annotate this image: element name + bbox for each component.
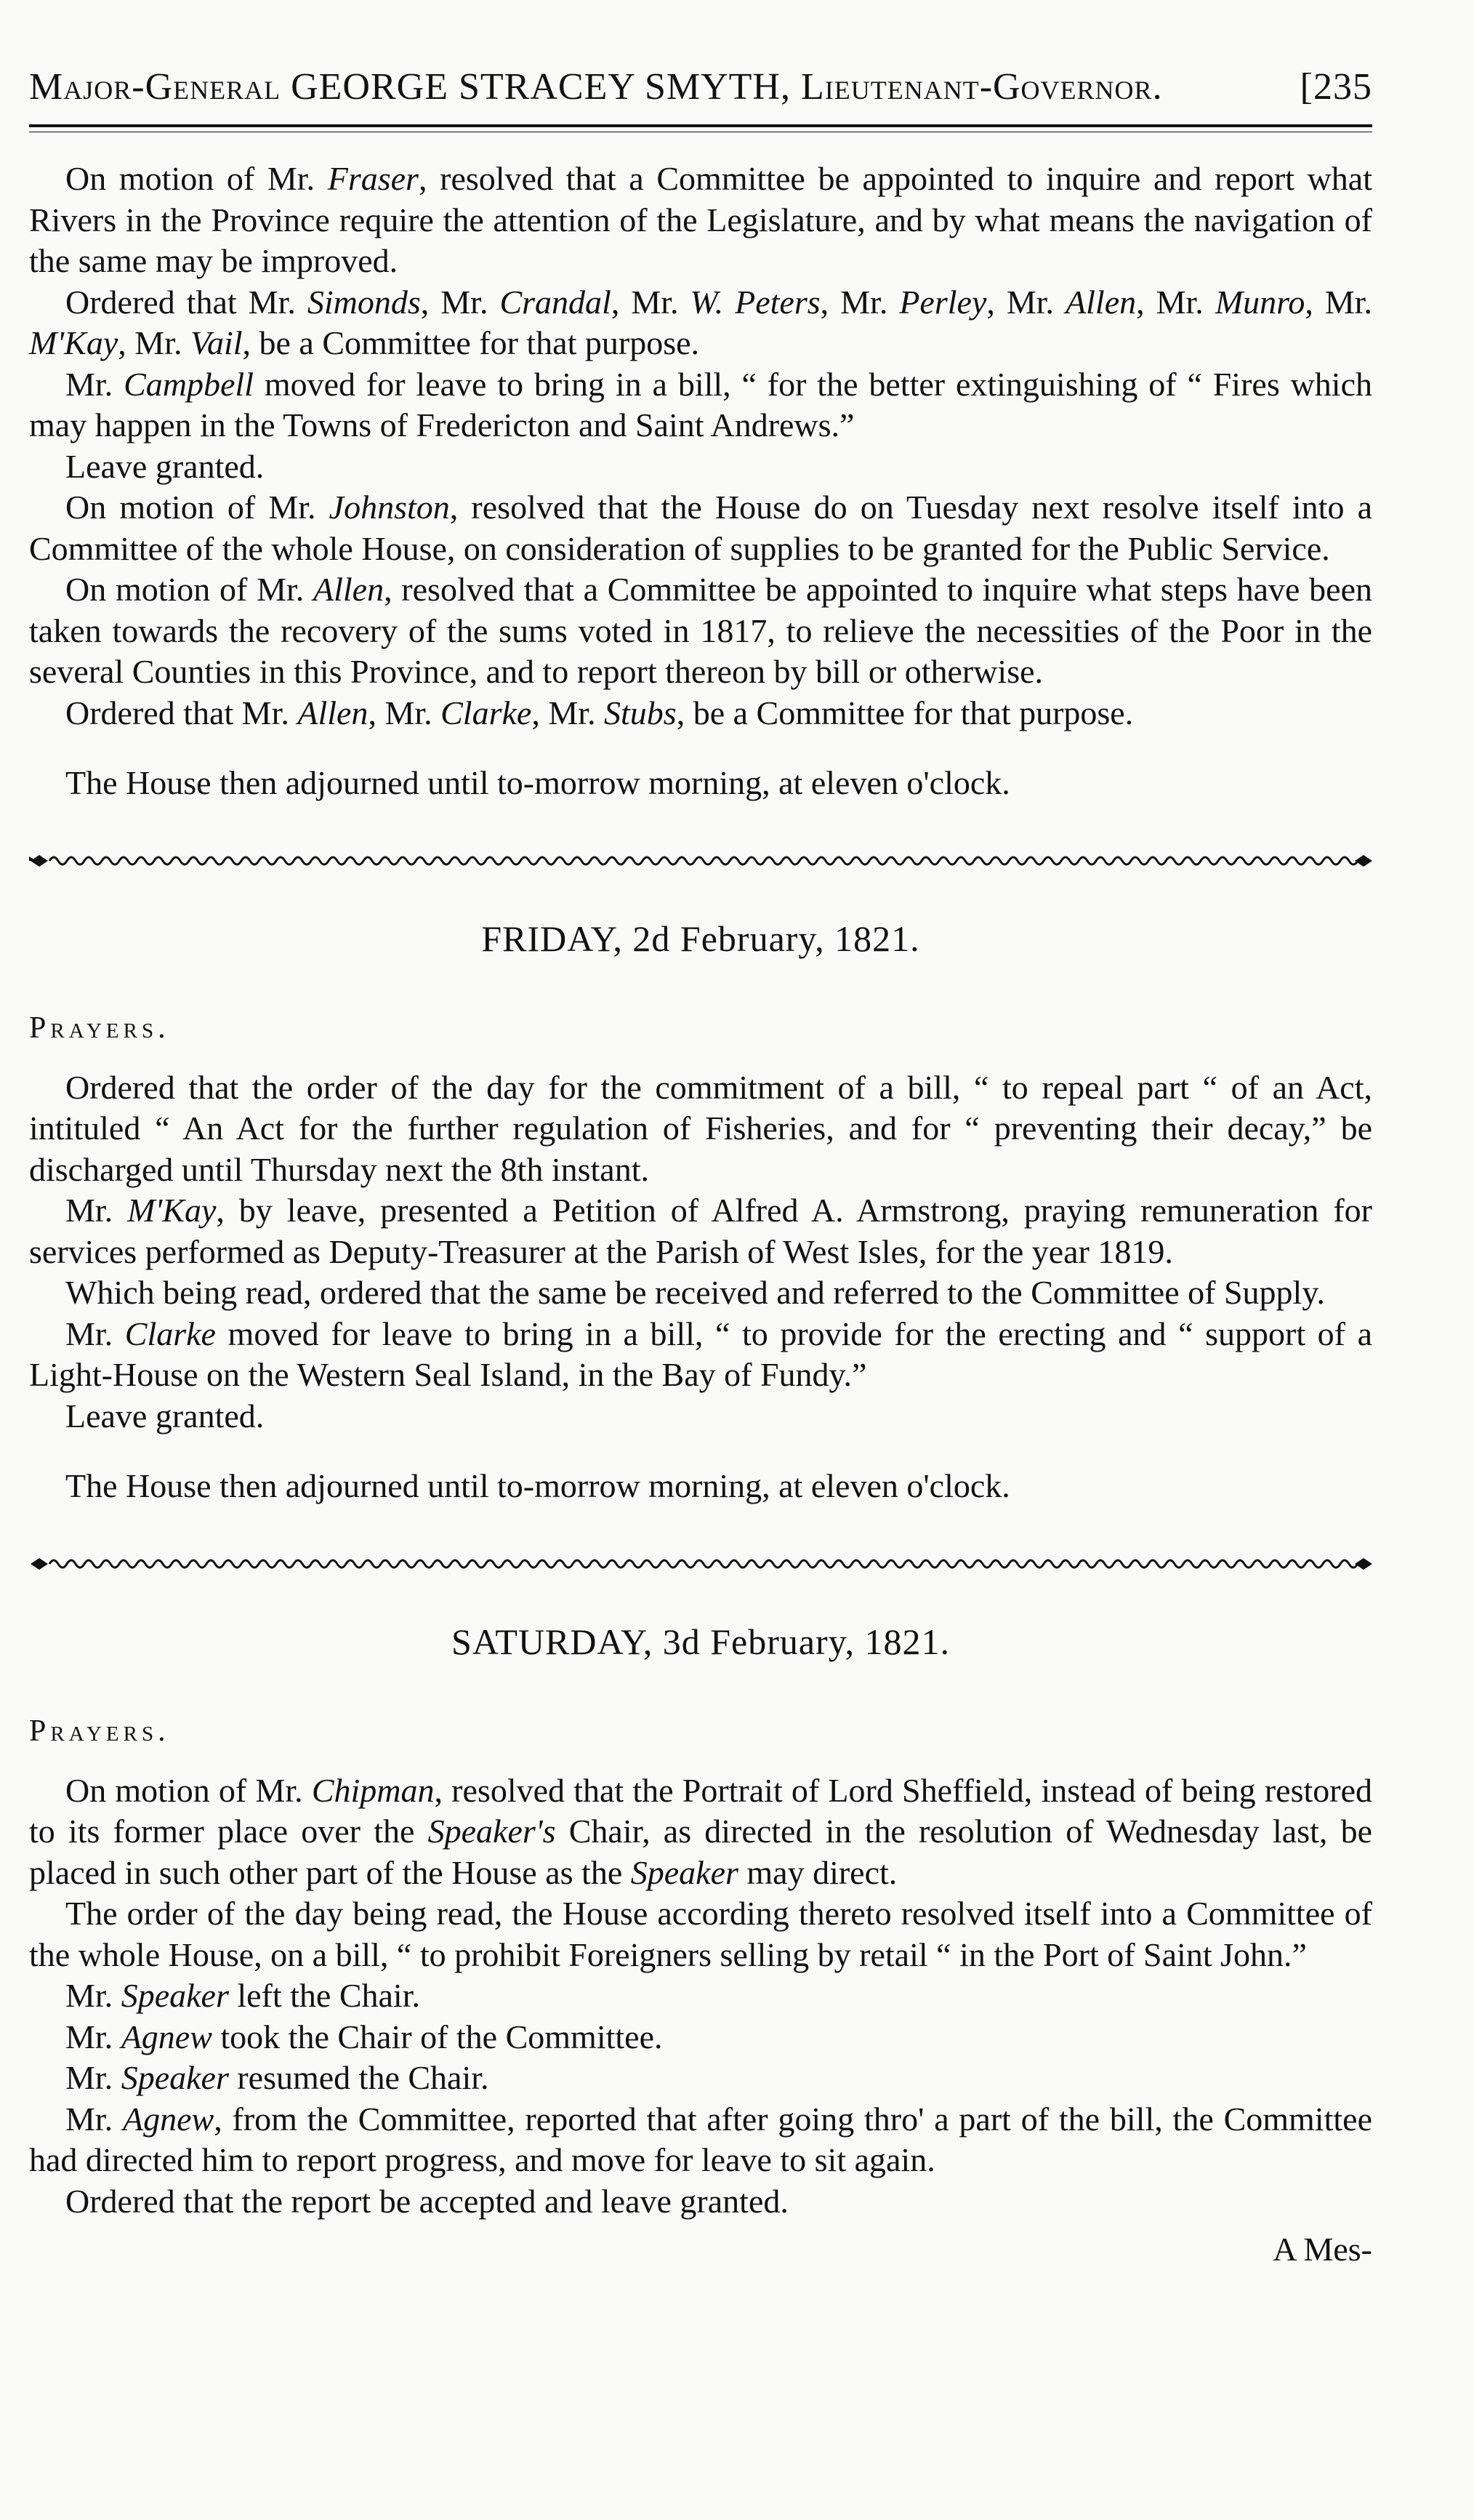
text: moved for leave to bring in a bill, “ to provide for the erecting and “ support of a Light-House on the Western Seal Island, in the Bay of Fundy.” — [29, 1315, 1372, 1393]
member-name: Agnew — [123, 2100, 214, 2138]
member-name: Allen — [313, 571, 384, 608]
member-name: Vail — [190, 324, 243, 361]
text: Mr. — [65, 1977, 121, 2014]
text: Mr. — [65, 1315, 125, 1352]
adjournment-line: The House then adjourned until to-morrow morning, at eleven o'clock. — [65, 764, 1010, 801]
paragraph — [29, 1190, 1372, 1272]
text: may direct. — [738, 1853, 898, 1891]
text: , by leave, presented a Petition of Alfred A. Armstrong, praying remuneration for services performed as Deputy-Treasurer at the Parish of West Isles, for the year 1819. — [29, 1192, 1372, 1270]
catchword: A Mes- — [1273, 2231, 1372, 2268]
paragraph — [29, 158, 1372, 282]
member-name: Fraser — [327, 160, 419, 197]
text: resumed the Chair. — [228, 2059, 489, 2096]
member-name: Perley — [899, 283, 987, 321]
paragraph: Ordered that the order of the day for the commitment of a bill, “ to repeal part “ of an Act, intituled “ An Act for the further regulation of Fisheries, and for “ preventing their decay,” be discharged until Thursday next the 8th instant. — [29, 1068, 1372, 1188]
member-name: Simonds — [307, 283, 421, 321]
paragraph: Ordered that the report be accepted and leave granted. — [65, 2182, 789, 2220]
running-head-title: Major-General GEORGE STRACEY SMYTH, Lieutenant-Governor. — [29, 66, 1163, 108]
member-name: Johnston — [329, 489, 450, 526]
text: left the Chair. — [228, 1977, 420, 2014]
text: , resolved that a Committee be appointed to inquire what steps have been taken towards the recovery of the sums voted in 1817, to relieve the necessities of the Poor in the several Counties in this Province, and to report thereon by bill or otherwise. — [29, 571, 1372, 690]
text: On motion of Mr. — [65, 489, 329, 526]
text: , resolved that the Portrait of Lord Sheffield, instead of being restored to its former place over the — [29, 1771, 1373, 1850]
text: , Mr. — [368, 694, 441, 731]
text: Mr. — [65, 1192, 128, 1229]
member-name: Stubs — [604, 694, 677, 731]
member-name: Allen — [1066, 283, 1137, 321]
prayers-label: Prayers. — [29, 1011, 170, 1045]
text: , Mr. — [820, 283, 900, 321]
text: , Mr. — [531, 694, 605, 731]
section-friday — [29, 1067, 1372, 1507]
text: Ordered that Mr. — [65, 283, 307, 321]
text: took the Chair of the Committee. — [212, 2018, 663, 2055]
member-name: Speaker — [121, 1977, 229, 2014]
text: Mr. — [65, 2059, 121, 2096]
member-name: Clarke — [440, 694, 532, 731]
text: , Mr. — [611, 283, 690, 321]
prayers-label: Prayers. — [29, 1714, 170, 1748]
paragraph — [29, 1314, 1372, 1396]
text: On motion of Mr. — [65, 571, 313, 608]
paragraph — [29, 2099, 1372, 2181]
date-heading-friday: FRIDAY, 2d February, 1821. — [481, 918, 920, 959]
text: , Mr. — [420, 283, 500, 321]
paragraph: Which being read, ordered that the same be received and referred to the Committee of Supply. — [65, 1274, 1325, 1311]
date-heading-saturday: SATURDAY, 3d February, 1821. — [451, 1621, 950, 1662]
section-thursday — [29, 158, 1372, 804]
text: Mr. — [65, 2100, 123, 2138]
text: Ordered that Mr. — [65, 694, 298, 731]
member-name: Speaker — [630, 1853, 738, 1891]
paragraph — [29, 364, 1372, 446]
member-name: M'Kay — [127, 1192, 217, 1229]
member-name: Allen — [297, 694, 368, 731]
text: Mr. — [65, 2018, 121, 2055]
paragraph: Leave granted. — [65, 447, 265, 485]
member-name: Clarke — [124, 1315, 216, 1352]
text: , be a Committee for that purpose. — [242, 324, 700, 361]
text: , Mr. — [118, 324, 190, 361]
adjournment-line: The House then adjourned until to-morrow morning, at eleven o'clock. — [65, 1467, 1010, 1504]
paragraph — [29, 1770, 1372, 1894]
member-name: W. Peters — [690, 283, 821, 321]
paragraph — [29, 2017, 1372, 2058]
wavy-divider — [29, 848, 1374, 874]
text: On motion of Mr. — [65, 1771, 312, 1809]
section-saturday — [29, 1770, 1372, 2271]
text: , Mr. — [986, 283, 1066, 321]
member-name: Speaker — [121, 2059, 229, 2096]
paragraph: Leave granted. — [65, 1397, 265, 1434]
member-name: Campbell — [124, 365, 254, 403]
running-head — [29, 65, 1372, 108]
member-name: Munro — [1215, 283, 1305, 321]
page-number: [235 — [1300, 66, 1372, 108]
paragraph — [29, 487, 1372, 569]
text: Chair, as directed in the resolution of Wednesday last, be placed in such other part of the House as the — [29, 1813, 1373, 1891]
paragraph — [29, 693, 1372, 734]
wavy-divider — [29, 1551, 1374, 1577]
paragraph: The order of the day being read, the House according thereto resolved itself into a Committee of the whole House, on a bill, “ to prohibit Foreigners selling by retail “ in the Port of Saint John.” — [29, 1895, 1372, 1973]
text: , resolved that the House do on Tuesday next resolve itself into a Committee of the whole House, on consideration of supplies to be granted for the Public Service. — [29, 489, 1373, 567]
paragraph — [29, 282, 1372, 364]
member-name: Speaker's — [427, 1813, 556, 1850]
paragraph — [29, 569, 1372, 693]
text: moved for leave to bring in a bill, “ for the better extinguishing of “ Fires which may happen in the Towns of Fredericton and Saint Andrews.” — [29, 365, 1373, 444]
text: , resolved that a Committee be appointed to inquire and report what Rivers in the Province require the attention of the Legislature, and by what means the navigation of the same may be improved. — [29, 160, 1373, 279]
member-name: Agnew — [121, 2018, 212, 2055]
text: On motion of Mr. — [65, 160, 328, 197]
member-name: Chipman — [311, 1771, 435, 1809]
paragraph — [29, 1975, 1372, 2017]
text: , from the Committee, reported that after going thro' a part of the bill, the Committee had directed him to report progress, and move for leave to sit again. — [29, 2100, 1372, 2178]
paragraph — [29, 2058, 1372, 2099]
text: Mr. — [65, 365, 124, 403]
text: , Mr. — [1136, 283, 1215, 321]
member-name: Crandal — [499, 283, 611, 321]
member-name: M'Kay — [29, 324, 118, 361]
text: , Mr. — [1305, 283, 1373, 321]
text: , be a Committee for that purpose. — [676, 694, 1134, 731]
header-double-rule — [29, 124, 1372, 132]
